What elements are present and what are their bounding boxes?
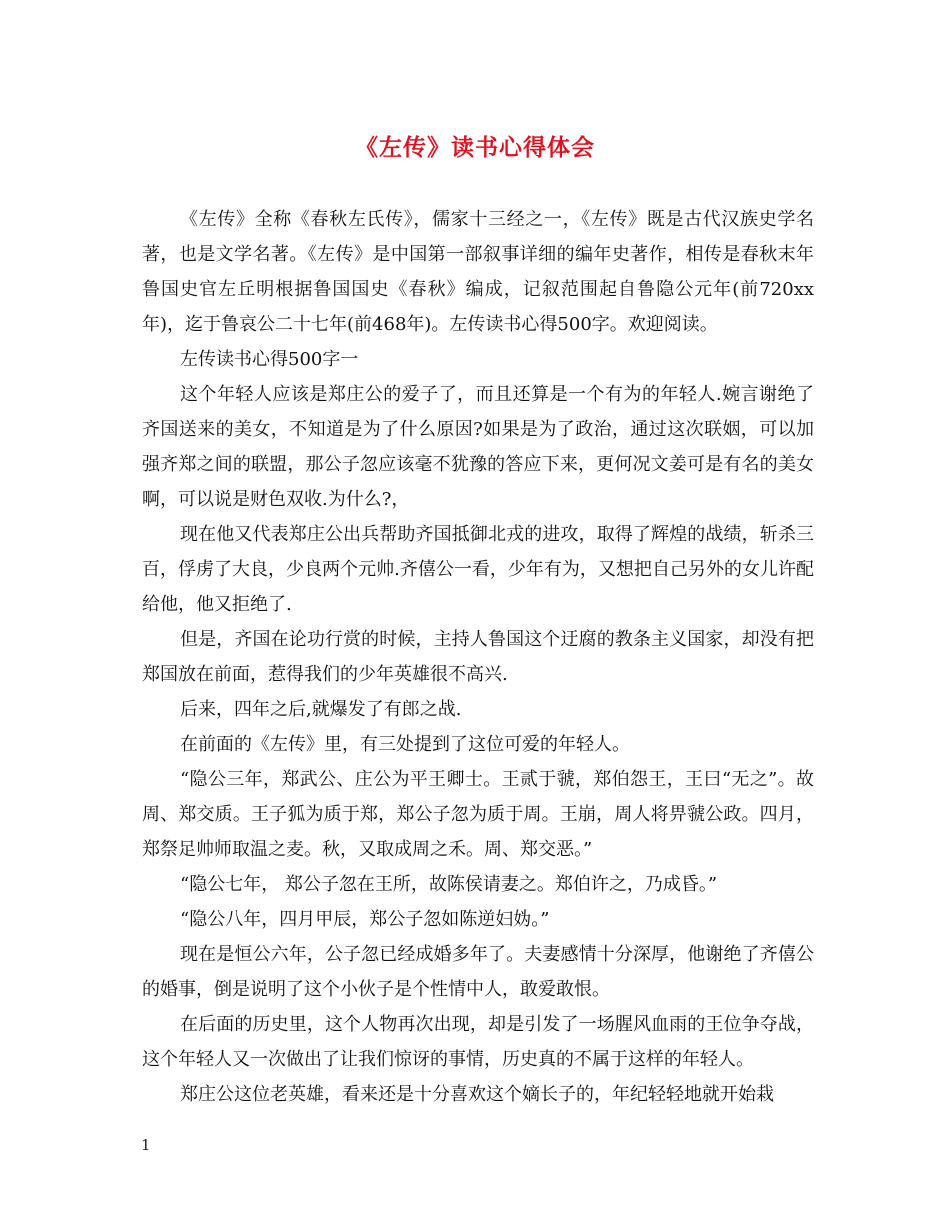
page-title: 《左传》读书心得体会	[355, 134, 595, 161]
paragraph: 这个年轻人应该是郑庄公的爱子了，而且还算是一个有为的年轻人.婉言谢绝了齐国送来的美女，不知道是为了什么原因?如果是为了政治，通过这次联姻，可以加强齐郑之间的联盟，那公子忽应该毫不犹豫的答应下来，更何况文姜可是有名的美女啊，可以说是财色双收.为什么?，	[142, 384, 814, 510]
page-number: 1	[141, 1136, 151, 1154]
quote-paragraph: “隐公三年，郑武公、庄公为平王卿士。王贰于虢，郑伯怨王，王曰“无之”。故周、郑交质。王子狐为质于郑，郑公子忽为质于周。王崩，周人将畀虢公政。四月，郑祭足帅师取温之麦。秋，又取成周之禾。周、郑交恶。”	[142, 769, 814, 860]
paragraph: 在前面的《左传》里，有三处提到了这位可爱的年轻人。	[180, 734, 630, 755]
paragraph: 在后面的历史里，这个人物再次出现，却是引发了一场腥风血雨的王位争夺战，这个年轻人又一次做出了让我们惊讶的事情，历史真的不属于这样的年轻人。	[142, 1014, 814, 1070]
paragraph: 现在是恒公六年，公子忽已经成婚多年了。夫妻感情十分深厚，他谢绝了齐僖公的婚事，倒是说明了这个小伙子是个性情中人，敢爱敢恨。	[142, 944, 814, 1000]
paragraph: 《左传》全称《春秋左氏传》，儒家十三经之一，《左传》既是古代汉族史学名著，也是文学名著。《左传》是中国第一部叙事详细的编年史著作，相传是春秋末年鲁国史官左丘明根据鲁国国史《春秋》编成，记叙范围起自鲁隐公元年(前720xx年)，迄于鲁哀公二十七年(前468年)。左传读书心得500字。欢迎阅读。	[142, 209, 814, 335]
paragraph: 但是，齐国在论功行赏的时候，主持人鲁国这个迂腐的教条主义国家，却没有把郑国放在前面，惹得我们的少年英雄很不高兴.	[142, 629, 814, 685]
paragraph: 郑庄公这位老英雄，看来还是十分喜欢这个嫡长子的，年纪轻轻地就开始栽	[180, 1084, 774, 1105]
paragraph: 现在他又代表郑庄公出兵帮助齐国抵御北戎的进攻，取得了辉煌的战绩，斩杀三百，俘虏了大良，少良两个元帅.齐僖公一看，少年有为，又想把自己另外的女儿许配给他，他又拒绝了.	[142, 524, 814, 615]
document-body	[142, 202, 814, 1112]
paragraph: 后来，四年之后,就爆发了有郎之战.	[180, 699, 462, 720]
quote-paragraph: “隐公七年， 郑公子忽在王所，故陈侯请妻之。郑伯许之，乃成昏。”	[180, 874, 718, 895]
section-heading: 左传读书心得500字一	[180, 349, 359, 370]
quote-paragraph: “隐公八年，四月甲辰，郑公子忽如陈逆妇妫。”	[180, 909, 550, 930]
